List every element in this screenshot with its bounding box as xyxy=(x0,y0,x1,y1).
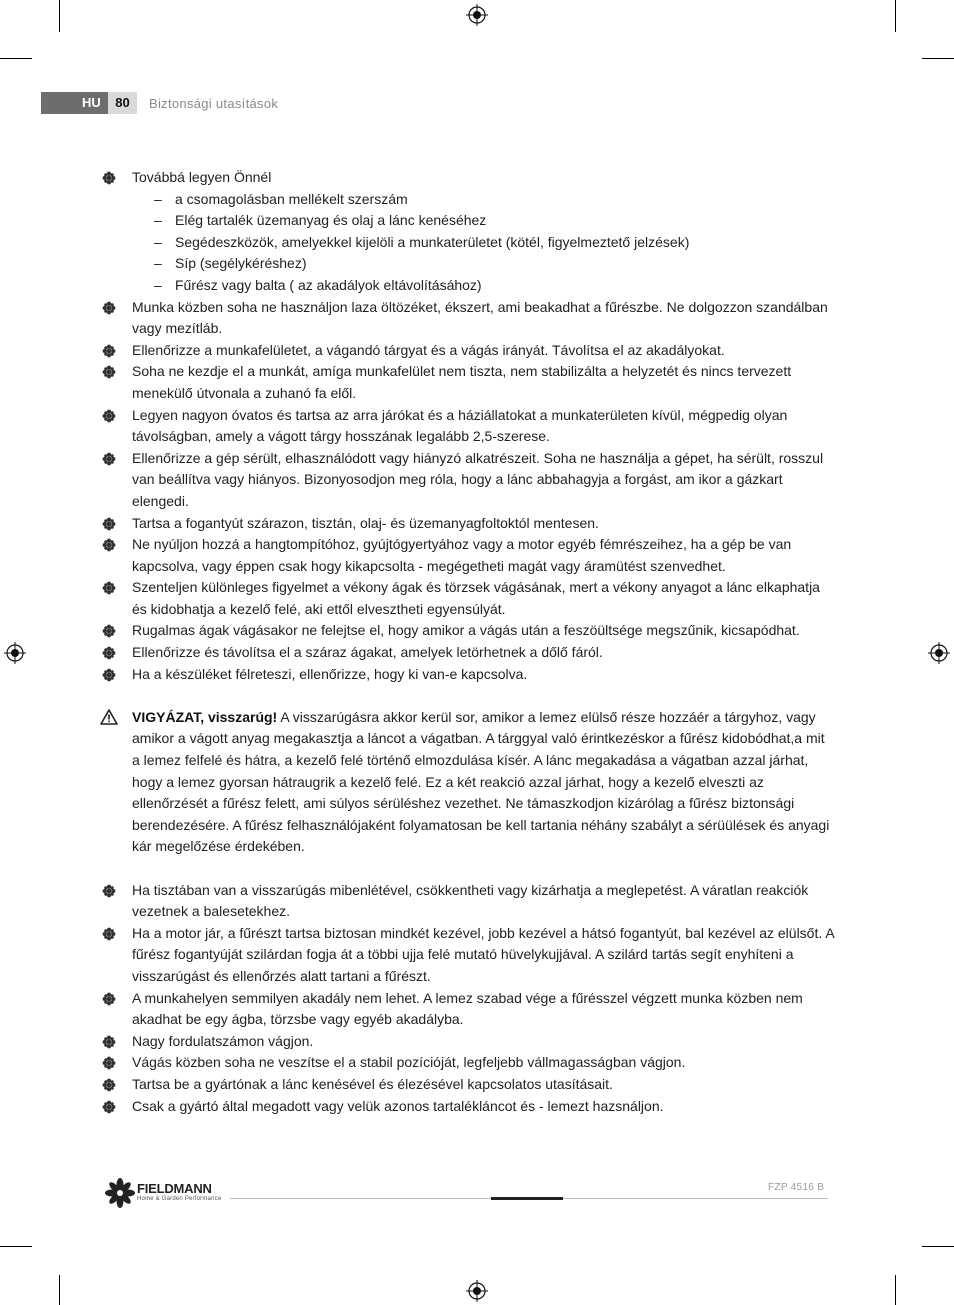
bullet-item xyxy=(100,880,835,923)
flower-bullet-icon xyxy=(102,301,116,315)
flower-bullet-icon xyxy=(102,1035,116,1049)
registration-mark-icon xyxy=(466,4,488,26)
bullet-text: Ellenőrizze a gép sérült, elhasználódott vagy hiányzó alkatrészeit. Soha ne használja a gépet, ha sérült, rosszul van beállítva vagy hiányos. Bizonyosodjon meg róla, hogy a lánc abbahagyja a forgást, am ikor a gázkart elengedi. xyxy=(132,449,824,509)
model-number: FZP 4516 B xyxy=(768,1182,825,1193)
bullet-item xyxy=(100,1074,835,1096)
bullet-text: Tartsa a fogantyút szárazon, tisztán, olaj- és üzemanyagfoltoktól mentesen. xyxy=(132,514,599,531)
warning-icon xyxy=(100,709,118,725)
footer-divider-accent xyxy=(491,1197,563,1200)
bullet-text: Munka közben soha ne használjon laza öltözéket, ékszert, ami beakadhat a fűrészbe. Ne dolgozzon szandálban vagy mezítláb. xyxy=(132,298,828,337)
sub-item: – Segédeszközök, amelyekkel kijelöli a munkaterületet (kötél, figyelmeztető jelzések) xyxy=(154,233,690,250)
flower-bullet-icon xyxy=(102,365,116,379)
sub-item: – Elég tartalék üzemanyag és olaj a lánc kenéséhez xyxy=(154,212,487,229)
bullet-text: A munkahelyen semmilyen akadály nem lehet. A lemez szabad vége a fűrésszel végzett munka közben nem akadhat be egy ágba, törzsbe vagy egyéb akadályba. xyxy=(132,989,803,1028)
bullet-item xyxy=(100,448,835,513)
crop-mark xyxy=(59,0,60,32)
crop-mark xyxy=(895,1275,896,1305)
sub-item-text: a csomagolásban mellékelt szerszám xyxy=(175,190,408,207)
sub-item-text: Síp (segélykéréshez) xyxy=(175,255,307,272)
registration-mark-icon xyxy=(466,1280,488,1302)
bullet-item xyxy=(100,361,835,404)
flower-bullet-icon xyxy=(102,992,116,1006)
crop-mark xyxy=(0,58,32,59)
document-body xyxy=(100,167,835,1117)
bullet-item xyxy=(100,167,835,189)
language-code: HU xyxy=(82,95,101,110)
bullet-item xyxy=(100,577,835,620)
sub-item-text: Fűrész vagy balta ( az akadályok eltávolításához) xyxy=(175,276,482,293)
bullet-text: Legyen nagyon óvatos és tartsa az arra járókat és a háziállatokat a munkaterületen kívül, mégpedig olyan távolságban, amely a vágott tárgy hosszának legalább 2,5-szerese. xyxy=(132,406,788,445)
sub-item: – Fűrész vagy balta ( az akadályok eltávolításához) xyxy=(154,276,482,293)
flower-bullet-icon xyxy=(102,452,116,466)
sub-item-text: Elég tartalék üzemanyag és olaj a lánc kenéséhez xyxy=(175,212,487,229)
flower-bullet-icon xyxy=(102,538,116,552)
sub-item: – Síp (segélykéréshez) xyxy=(154,255,307,272)
warning-block xyxy=(100,707,835,858)
flower-bullet-icon xyxy=(102,517,116,531)
bullet-text: Nagy fordulatszámon vágjon. xyxy=(132,1032,314,1049)
bullet-text: Tartsa be a gyártónak a lánc kenésével és élezésével kapcsolatos utasításait. xyxy=(132,1075,613,1092)
bullet-text: Vágás közben soha ne veszítse el a stabil pozícióját, legfeljebb vállmagasságban vágjon. xyxy=(132,1054,686,1071)
flower-bullet-icon xyxy=(102,171,116,185)
registration-mark-icon xyxy=(4,642,26,664)
sub-item-text: Segédeszközök, amelyekkel kijelöli a munkaterületet (kötél, figyelmeztető jelzések) xyxy=(175,233,690,250)
flower-bullet-icon xyxy=(102,668,116,682)
brand-tagline: Home & Garden Performance xyxy=(137,1196,222,1202)
bullet-text: Rugalmas ágak vágásakor ne felejtse el, hogy amikor a vágás után a feszöültsége megszűnik, kicsapódhat. xyxy=(132,622,800,639)
flower-bullet-icon xyxy=(102,1078,116,1092)
bullet-text: Ha a készüléket félreteszi, ellenőrizze, hogy ki van-e kapcsolva. xyxy=(132,665,528,682)
bullet-text: Ellenőrizze és távolítsa el a száraz ágakat, amelyek letörhetnek a dőlő fáról. xyxy=(132,644,603,661)
sub-item: – a csomagolásban mellékelt szerszám xyxy=(154,190,408,207)
bullet-item xyxy=(100,1031,835,1053)
bullet-item xyxy=(100,988,835,1031)
bullet-item xyxy=(100,513,835,535)
fieldmann-logo-icon xyxy=(103,1178,137,1208)
registration-mark-icon xyxy=(928,642,950,664)
bullet-text: Ha tisztában van a visszarúgás mibenlétével, csökkentheti vagy kizárhatja a meglepetést. A váratlan reakciók vezetnek a balesetekhez. xyxy=(132,881,809,920)
bullet-item xyxy=(100,1096,835,1118)
bullet-item xyxy=(100,340,835,362)
warning-label: VIGYÁZAT, visszarúg! xyxy=(132,708,278,725)
page-number: 80 xyxy=(108,92,137,114)
crop-mark xyxy=(922,58,954,59)
bullet-item xyxy=(100,642,835,664)
bullet-item xyxy=(100,923,835,988)
bullet-item xyxy=(100,620,835,642)
crop-mark xyxy=(922,1246,954,1247)
flower-bullet-icon xyxy=(102,624,116,638)
bullet-text: Ellenőrizze a munkafelületet, a vágandó tárgyat és a vágás irányát. Távolítsa el az akadályokat. xyxy=(132,341,725,358)
brand-name: FIELDMANN xyxy=(137,1181,212,1196)
crop-mark xyxy=(0,1246,32,1247)
bullet-text: Soha ne kezdje el a munkát, amíga munkafelület nem tiszta, nem stabilizálta a helyzetét és nincs tervezett menekülő útvonala a zuhanó fa elől. xyxy=(132,363,792,401)
bullet-text: Ha a motor jár, a fűrészt tartsa biztosan mindkét kezével, jobb kezével a hátsó fogantyút, bal kezével az elülsőt. A fűrész fogantyúját szilárdan fogja át a többi ujja felé mutató hüvelykujjával. A szilárd tartás segít enyhíteni a visszarúgást és ellenőrzés alatt tartani a fűrészt. xyxy=(132,924,834,984)
flower-bullet-icon xyxy=(102,884,116,898)
bullet-item xyxy=(100,1052,835,1074)
warning-text: A visszarúgásra akkor kerül sor, amikor a lemez elülső része hozzáér a tárgyhoz, vagy amikor a vágott anyag megakasztja a láncot a vágatban. A tárggyal való érintkezéskor a fűrész kidobódhat,a mit a lemez felfelé és hátra, a kezelő felé történő elmozdulása kísér. A lánc megakadása a vágatban azzal járhat, hogy a lemez gyorsan hátraugrik a kezelő felé. Ez a két reakció azzal járhat, hogy a kezelő elveszti az ellenőrzését a fűrész felett, ami súlyos sérüléshez vezethet. Ne támaszkodjon kizárólag a fűrész biztonsági berendezésére. A fűrész felhasználójaként folyamatosan be kell tartania néhány szabályt a sérüülések és anyagi kár megelőzése érdekében. xyxy=(132,708,830,855)
bullet-text: Szenteljen különleges figyelmet a vékony ágak és törzsek vágásának, mert a vékony anyagot a lánc elkaphatja és kidobhatja a kezelő felé, aki ettől elvesztheti egyensúlyát. xyxy=(132,579,820,617)
flower-bullet-icon xyxy=(102,1100,116,1114)
crop-mark xyxy=(59,1275,60,1305)
flower-bullet-icon xyxy=(102,927,116,941)
bullet-text: Ne nyúljon hozzá a hangtompítóhoz, gyújtógyertyához vagy a motor egyéb fémrészeihez, ha a gép be van kapcsolva, vagy éppen csak hogy kikapcsolta - megégetheti magát vagy áramütést szenvedhet. xyxy=(132,536,792,574)
bullet-text: Csak a gyártó által megadott vagy velük azonos tartalékláncot és - lemezt hazsnáljon. xyxy=(132,1097,664,1114)
bullet-item xyxy=(100,534,835,577)
crop-mark xyxy=(895,0,896,32)
section-title: Biztonsági utasítások xyxy=(149,96,279,111)
flower-bullet-icon xyxy=(102,344,116,358)
bullet-item xyxy=(100,664,835,686)
bullet-item xyxy=(100,405,835,448)
flower-bullet-icon xyxy=(102,409,116,423)
bullet-item xyxy=(100,297,835,340)
flower-bullet-icon xyxy=(102,581,116,595)
flower-bullet-icon xyxy=(102,646,116,660)
flower-bullet-icon xyxy=(102,1056,116,1070)
bullet-text: Továbbá legyen Önnél xyxy=(132,169,272,185)
